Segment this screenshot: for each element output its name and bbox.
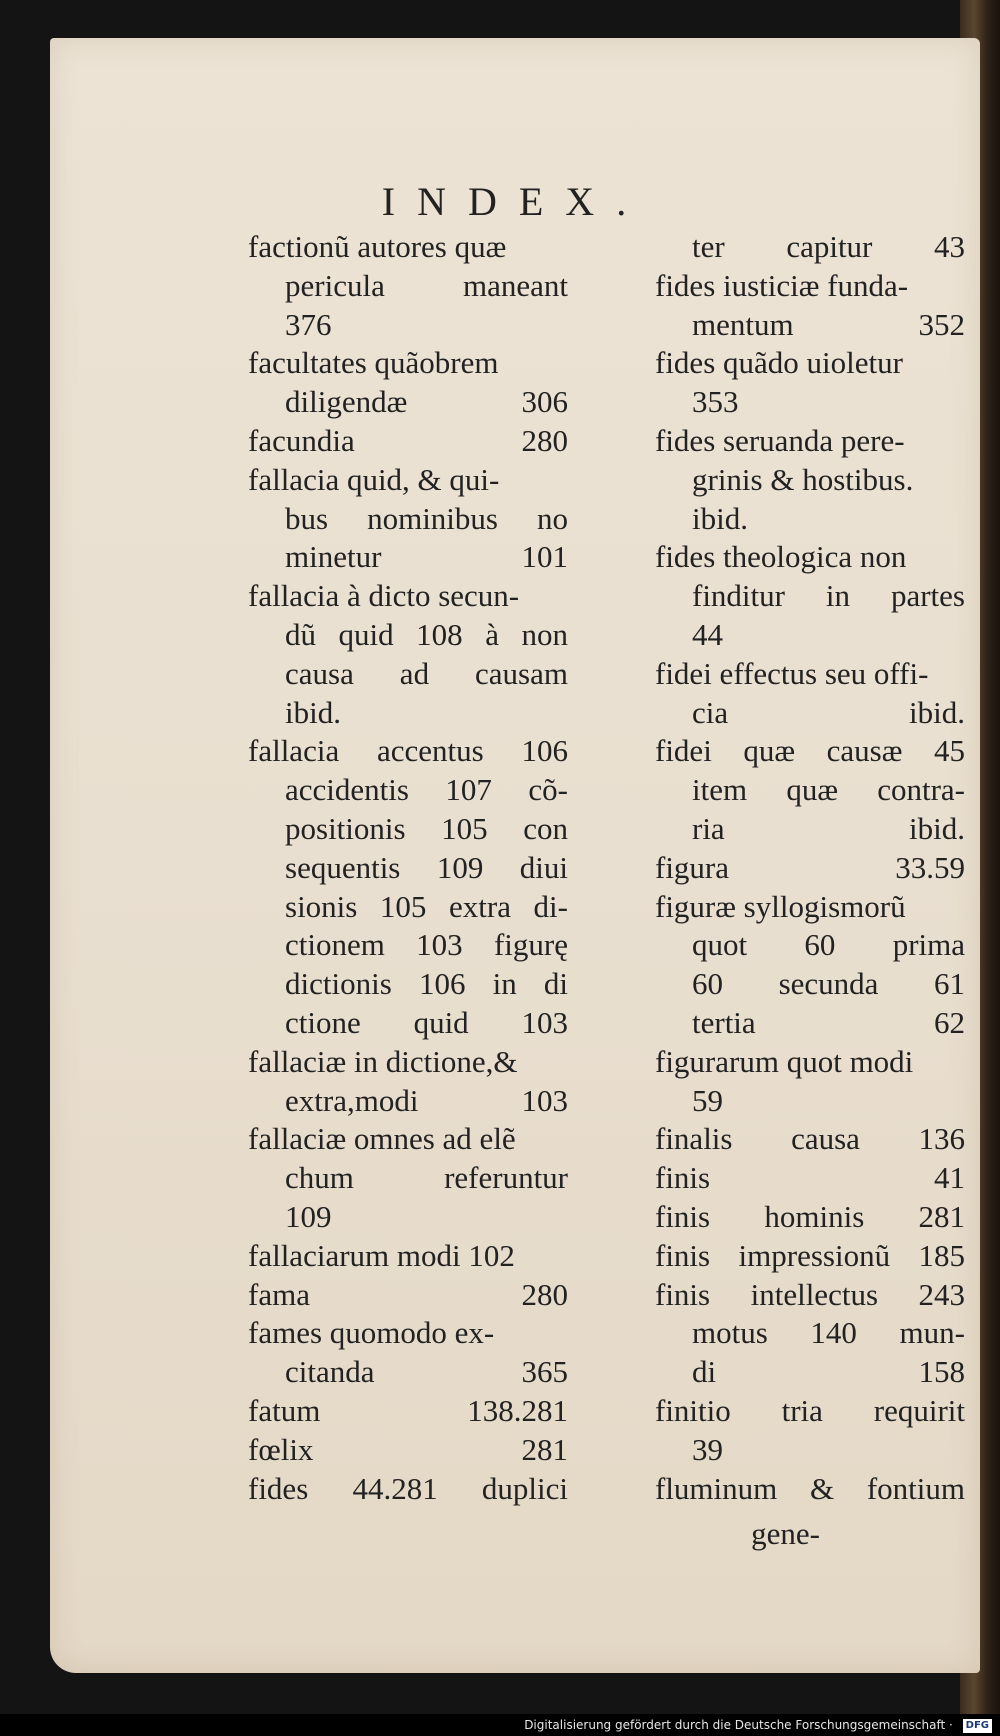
index-entry-line: fallacia quid, & qui- [248,461,500,497]
index-entry-line: chum referuntur [285,1160,568,1196]
index-entry [655,849,965,888]
index-entry-line: sionis 105 extra di- [285,888,568,924]
index-entry-line: causa ad causam [285,655,568,691]
index-entry-line: facultates quãobrem [248,345,499,381]
index-entry-line: diligendæ 306 [285,384,568,420]
index-entry-line: sequentis 109 diui [285,849,568,885]
index-entry-line: fama 280 [248,1276,568,1312]
index-entry-line: finitio tria requirit [655,1392,965,1428]
index-entry [655,228,965,267]
index-entry-line: accidentis 107 cõ- [285,772,568,808]
index-entry-line: ctione quid 103 [285,1004,568,1040]
index-entry [655,422,965,538]
index-entry-line: finis hominis 281 [655,1198,965,1234]
index-entry [655,1043,965,1121]
catchword: gene- [751,1516,820,1551]
index-entry-line: fallacia accentus 106 [248,733,568,769]
index-entry [655,538,965,654]
index-entry [655,1198,965,1237]
index-entry-line: fluminum & fontium [655,1470,965,1506]
index-entry [655,1276,965,1392]
index-entry [655,1159,965,1198]
index-entry [655,1120,965,1159]
index-entry-line: ter capitur 43 [692,229,965,264]
index-entry-line: fallaciæ omnes ad elẽ [248,1121,516,1157]
index-entry-line: item quæ contra- [692,772,965,808]
index-entry [248,1237,568,1276]
index-entry-line: extra,modi 103 [285,1082,568,1118]
index-entry-line: 44 [692,616,723,652]
index-entry-line: mentum 352 [692,306,965,342]
index-entry-line: tertia 62 [692,1004,965,1040]
index-entry-line: figuræ syllogismorũ [655,888,906,924]
index-entry-line: cia ibid. [692,694,965,730]
index-entry-line: 59 [692,1082,723,1118]
digitization-credit-bar [0,1714,1000,1736]
digitization-credit-text: Digitalisierung gefördert durch die Deutsche Forschungsgemeinschaft · [524,1718,953,1732]
index-entry-line: fœlix 281 [248,1431,568,1467]
index-entry [248,732,568,1042]
index-entry-line: di 158 [692,1354,965,1390]
index-entry [248,1431,568,1470]
index-entry-line: fallacia à dicto secun- [248,578,520,614]
index-entry-line: fallaciæ in dictione,& [248,1043,518,1079]
index-entry-line: fides theologica non [655,539,907,575]
index-entry [248,461,568,577]
index-entry-line: positionis 105 con [285,810,568,846]
index-entry-line: ibid. [692,500,748,536]
index-entry-line: 376 [285,306,332,342]
index-entry-line: figura 33.59 [655,849,965,885]
index-entry-line: fides seruanda pere- [655,422,905,458]
index-entry-line: fidei quæ causæ 45 [655,733,965,769]
index-entry [248,1392,568,1431]
index-entry [655,888,965,1043]
index-entry [655,1237,965,1276]
index-entry-line: 353 [692,384,739,420]
page-title: INDEX. [381,179,649,224]
index-entry [248,1470,568,1509]
index-entry-line: minetur 101 [285,539,568,575]
dfg-logo: DFG [963,1719,992,1733]
index-entry-line: quot 60 prima [692,927,965,963]
index-entry [248,1314,568,1392]
index-entry-line: finis intellectus 243 [655,1276,965,1312]
index-entry-line: ria ibid. [692,810,965,846]
index-entry [248,228,568,344]
index-entry-line: 109 [285,1198,332,1234]
index-entry-line: fides iusticiæ funda- [655,267,909,303]
index-entry-line: fames quomodo ex- [248,1315,495,1351]
index-entry [655,732,965,848]
index-entry [248,1276,568,1315]
index-entry-line: grinis & hostibus. [692,461,914,497]
index-entry [655,344,965,422]
index-entry-line: factionũ autores quæ [248,229,507,264]
book-page [50,38,980,1673]
index-entry [248,344,568,422]
index-entry-line: citanda 365 [285,1354,568,1390]
index-entry-line: finis 41 [655,1160,965,1196]
index-entry-line: finis impressionũ 185 [655,1237,965,1273]
index-entry-line: dũ quid 108 à non [285,616,568,652]
index-entry [655,1392,965,1470]
index-entry-line: 60 secunda 61 [692,966,965,1002]
index-entry-line: motus 140 mun- [692,1315,965,1351]
index-entry-line: fatum 138.281 [248,1392,568,1428]
index-entry-line: fallaciarum modi 102 [248,1237,515,1273]
index-entry-line: facundia 280 [248,422,568,458]
index-entry [248,1120,568,1236]
index-entry [248,422,568,461]
index-entry [248,577,568,732]
index-entry-line: pericula maneant [285,267,568,303]
index-column-right-entries [655,228,965,1508]
index-entry-line: fidei effectus seu offi- [655,655,929,691]
index-entry-line: ctionem 103 figurę [285,927,568,963]
index-entry [655,1470,965,1509]
index-entry-line: figurarum quot modi [655,1043,914,1079]
index-entry-line: 39 [692,1431,723,1467]
index-entry-line: finditur in partes [692,578,965,614]
index-entry [655,655,965,733]
index-entry-line: dictionis 106 in di [285,966,568,1002]
index-column-left-entries [248,228,568,1508]
index-entry-line: bus nominibus no [285,500,568,536]
index-entry [655,267,965,345]
index-entry-line: ibid. [285,694,341,730]
index-entry-line: finalis causa 136 [655,1121,965,1157]
index-entry-line: fides quãdo uioletur [655,345,903,381]
index-entry [248,1043,568,1121]
index-entry-line: fides 44.281 duplici [248,1470,568,1506]
